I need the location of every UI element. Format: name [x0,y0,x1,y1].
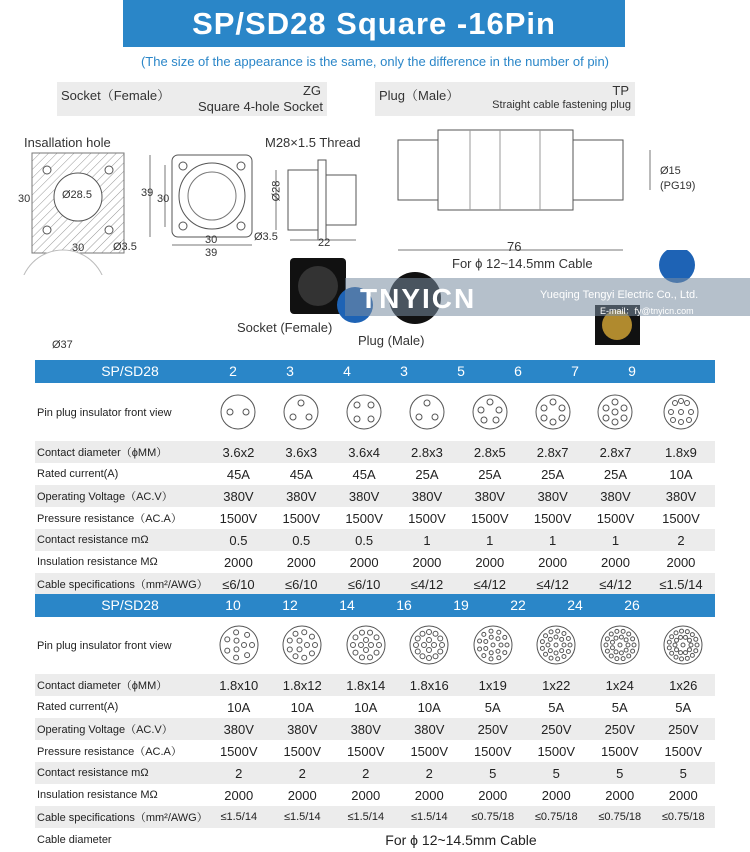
pin-face-icon [533,392,573,432]
cell: 1.8x9 [665,444,697,460]
table1-header-band [35,360,715,383]
cell: 45A [289,466,313,482]
cell: 45A [352,466,376,482]
company-email: E-mail：fy@tnyicn.com [600,306,694,316]
table1-pin-col: 5 [457,363,465,379]
cell: 2000 [414,787,444,803]
cell: 380V [414,721,445,737]
cable-diameter-value: For ϕ 12~14.5mm Cable [385,832,537,848]
cell: 2 [425,765,433,781]
table1-pin-col: 7 [571,363,579,379]
cell: 1500V [346,743,385,759]
cell: 2 [235,765,243,781]
cell: 1500V [410,743,449,759]
cell: 1 [423,532,431,548]
cell: 250V [541,721,572,737]
dim-15: Ø15 [660,165,681,177]
cell: 1500V [473,743,512,759]
cell: 2 [677,532,685,548]
pin-face-cell [398,618,462,674]
table-row [35,696,715,718]
cell: 5 [489,765,497,781]
pin-face-icon [281,392,321,432]
pin-face-icon [407,623,451,667]
cell: 1 [611,532,620,548]
table-row [35,573,715,595]
cell: 2000 [666,554,696,570]
cell: 25A [415,466,439,482]
cell: 45A [226,466,250,482]
cell: 1500V [408,510,446,526]
table-row [35,529,715,551]
cell: 1500V [537,743,576,759]
pin-face-cell [334,618,398,674]
cell: ≤4/12 [473,576,507,592]
cell: 2000 [349,554,379,570]
dim-30-socket-v: 30 [157,193,170,205]
cell: 2000 [223,554,253,570]
plug-label: Plug（Male） [379,88,460,103]
photo-socket-label: Socket (Female) [237,320,333,335]
pin-face-cell [588,618,652,674]
row-label: Cable specifications（mm²/AWG） [37,812,208,824]
table-row [35,718,715,740]
cell: 0.5 [292,532,311,548]
cell: 1.8x14 [346,677,386,693]
table-row [35,441,715,463]
cell: 380V [537,488,568,504]
cell: 2000 [286,554,316,570]
cell: 5A [611,699,628,715]
pin-face-icon [661,392,701,432]
company-name: Yueqing Tengyi Electric Co., Ltd. [540,289,699,301]
dim-3-5-hole: Ø3.5 [113,241,137,253]
cell: 2000 [412,554,442,570]
cell: 5A [548,699,565,715]
cell: 250V [604,721,635,737]
row-label: Contact diameter（ϕMM） [37,680,168,692]
pin-face-icon [344,392,384,432]
cell: ≤6/10 [347,576,381,592]
pin-face-cell [207,618,271,674]
cell: 380V [348,488,380,504]
cell: ≤6/10 [285,576,318,592]
table-row [35,784,715,806]
table2-pin-col: 26 [624,597,640,613]
table-row [35,485,715,507]
cell: 5A [675,699,692,715]
row-label: Insulation resistance MΩ [37,789,158,801]
cell: 1500V [533,510,572,526]
cell: 1500V [219,510,258,526]
cell: ≤4/12 [536,576,569,592]
cell: ≤1.5/14 [220,811,258,823]
cell: 2 [362,765,370,781]
cell: 0.5 [355,532,374,548]
table2 [35,618,715,852]
table2-pin-col: 19 [453,597,469,613]
table1-pin-col: 4 [343,363,351,379]
cell: 380V [286,488,317,504]
pin-face-icon [407,392,447,432]
cell: 380V [287,721,318,737]
table1-pin-col: 6 [514,363,522,379]
plug-face-circle [20,250,106,275]
cell: 2000 [538,554,568,570]
cell: 380V [411,488,443,504]
cell: 10A [417,699,441,715]
pin-face-cell [271,618,335,674]
cell: ≤0.75/18 [534,811,578,823]
page-subtitle: (The size of the appearance is the same, only the difference in the number of pin) [140,54,610,69]
row-label: Pressure resistance（AC.A） [37,513,182,525]
table2-band-title: SP/SD28 [101,597,159,613]
pin-face-icon [661,623,705,667]
table1-band-title: SP/SD28 [101,363,159,379]
table1-pin-col: 9 [628,363,636,379]
dim-37: Ø37 [52,339,73,351]
cell: 1x22 [542,677,571,693]
cell: 2000 [475,554,505,570]
cell: 5A [484,699,501,715]
row-label: Operating Voltage（AC.V） [37,491,173,503]
cell: 380V [665,488,697,504]
cell: ≤6/10 [222,576,255,592]
row-label: Cable diameter [37,834,112,846]
dim-pg19: (PG19) [660,180,696,192]
row-label: Pin plug insulator front view [37,640,172,652]
dim-3-5-socket: Ø3.5 [254,231,278,243]
table-row [35,463,715,485]
dim-30-horizontal: 30 [72,242,85,254]
plug-info-box [375,82,635,116]
table-row [35,762,715,784]
cell: 2000 [224,787,254,803]
hole-dia-label: Ø28.5 [62,189,92,201]
page-title: SP/SD28 Square -16Pin [123,0,625,47]
dim-30-socket-h: 30 [205,234,218,246]
cell: 1.8x16 [409,677,449,693]
cell: 3.6x3 [285,444,318,460]
pin-face-cell [652,618,716,674]
cable-note: For ϕ 12~14.5mm Cable [452,256,593,271]
table-row [35,740,715,762]
socket-side-outline [288,170,318,230]
row-label: Operating Voltage（AC.V） [37,724,173,736]
cell: 1.8x12 [282,677,322,693]
cell: 2000 [601,554,630,570]
row-label: Cable specifications（mm²/AWG） [37,579,208,591]
thread-label: M28×1.5 Thread [265,135,361,150]
photo-plug-label: Plug (Male) [358,333,425,348]
table2-pin-col: 16 [396,597,412,613]
row-label: Contact resistance mΩ [37,534,149,546]
cell: 2000 [287,787,317,803]
cell: 1500V [345,510,383,526]
cell: 1500V [219,743,258,759]
cell: 1500V [282,510,321,526]
table1-pin-col: 3 [400,363,408,379]
plug-code: TP [612,83,629,98]
cell: 10A [669,466,693,482]
socket-code: ZG [302,83,321,98]
cell: 380V [223,488,254,504]
table2-header-band [35,594,715,617]
row-label: Rated current(A) [37,468,119,480]
dim-39-bottom: 39 [205,247,218,259]
cell: 1500V [471,510,509,526]
table1 [35,385,715,595]
dim-28: Ø28 [270,180,283,202]
pin-face-icon [470,392,510,432]
cell: 1500V [600,743,639,759]
pin-face-icon [218,392,258,432]
cell: 2000 [351,787,381,803]
cell: 1x26 [669,677,698,693]
table2-pin-col: 12 [282,597,298,613]
cell: 2.8x7 [536,444,569,460]
row-label: Contact diameter（ϕMM） [37,447,168,459]
cell: 5 [616,765,624,781]
cell: 0.5 [229,532,248,548]
dim-76: 76 [507,239,522,254]
pin-face-icon [217,623,261,667]
cell: 2.8x7 [599,444,632,460]
cell: 3.6x4 [348,444,381,460]
table2-pin-col: 22 [510,597,526,613]
row-label: Pin plug insulator front view [37,407,172,419]
socket-desc: Square 4-hole Socket [197,99,323,114]
row-label: Insulation resistance MΩ [37,556,158,568]
cell: 2000 [668,787,698,803]
cell: 3.6x2 [222,444,255,460]
cell: 25A [603,466,628,482]
cell: ≤4/12 [410,576,444,592]
table2-pin-col: 24 [567,597,583,613]
cell: 2.8x5 [473,444,506,460]
cell: 1500V [283,743,322,759]
table-row [35,618,715,674]
cell: 1500V [664,743,703,759]
plug-desc: Straight cable fastening plug [492,99,631,111]
table-row [35,828,715,852]
pin-face-icon [595,392,635,432]
pin-face-icon [344,623,388,667]
plug-side-outline [398,140,438,200]
table-row [35,551,715,573]
row-label: Rated current(A) [37,701,119,713]
table-row [35,806,715,828]
cell: 1.8x10 [219,677,259,693]
pin-face-icon [471,623,515,667]
cell: 10A [227,699,251,715]
cell: 250V [668,721,699,737]
cell: 10A [354,699,378,715]
pin-face-cell [525,618,589,674]
table1-pin-col: 3 [286,363,294,379]
pin-face-icon [280,623,324,667]
cell: 2000 [478,787,508,803]
cell: 5 [552,765,560,781]
cell: 1500V [596,510,635,526]
cell: ≤1.5/14 [283,811,321,823]
table-row [35,674,715,696]
cell: ≤1.5/14 [410,811,448,823]
cell: ≤0.75/18 [471,811,515,823]
cell: 250V [477,721,508,737]
cell: 2.8x3 [411,444,443,460]
cell: ≤0.75/18 [661,811,705,823]
cell: 10A [290,699,314,715]
cell: ≤4/12 [599,576,632,592]
table-row [35,385,715,441]
cell: 1x19 [478,677,507,693]
cell: 380V [474,488,505,504]
table2-pin-col: 14 [339,597,355,613]
pin-face-icon [534,623,578,667]
cell: 25A [541,466,565,482]
cell: ≤1.5/14 [347,811,385,823]
table1-pin-col: 2 [229,363,237,379]
cell: 25A [478,466,502,482]
cell: 380V [350,721,381,737]
row-label: Contact resistance mΩ [37,767,149,779]
cell: ≤1.5/14 [659,576,703,592]
cell: 1500V [662,510,700,526]
cell: 2000 [541,787,571,803]
cell: 1x24 [605,677,634,693]
socket-label: Socket（Female） [61,88,171,103]
dim-30-vertical: 30 [18,193,31,205]
cell: 2 [298,765,306,781]
table-row [35,507,715,529]
table2-pin-col: 10 [225,597,241,613]
cell: 5 [679,765,687,781]
install-hole-label: Insallation hole [24,135,111,150]
pin-face-icon [598,623,642,667]
brand-logo: TNYICN [360,283,477,314]
row-label: Pressure resistance（AC.A） [37,746,182,758]
pin-face-cell [461,618,525,674]
cell: 380V [600,488,631,504]
cell: 380V [223,721,254,737]
cell: 2000 [605,787,635,803]
cell: 1 [486,532,494,548]
dim-22: 22 [318,237,331,249]
cell: 1 [549,532,557,548]
socket-info-box [57,82,327,116]
dim-39-left: 39 [141,187,154,199]
cell: ≤0.75/18 [598,811,642,823]
